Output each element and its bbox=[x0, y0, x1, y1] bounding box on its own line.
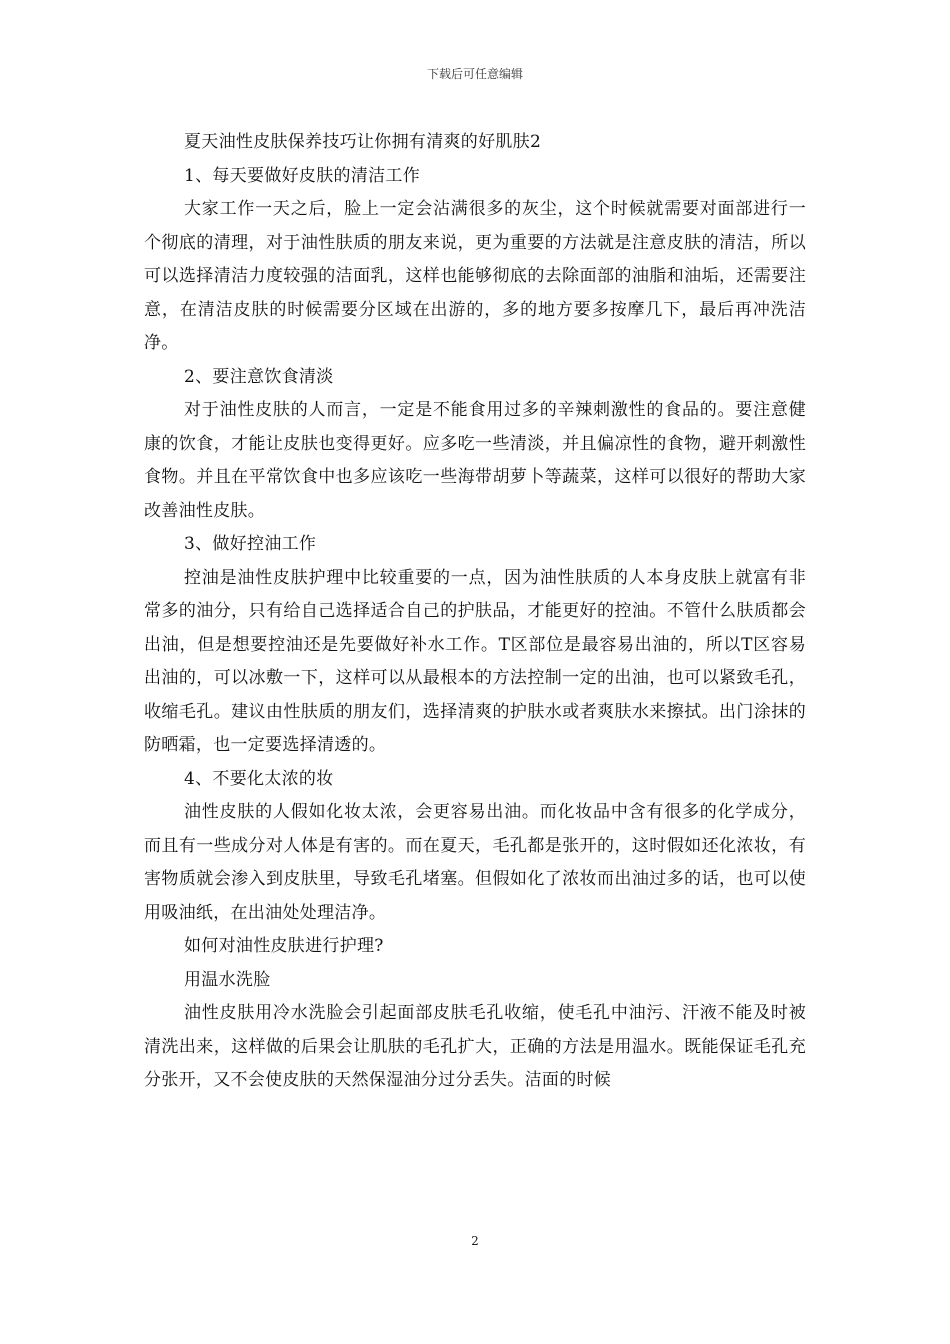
page-header-note: 下载后可任意编辑 bbox=[426, 67, 523, 81]
section-heading-2: 2、要注意饮食清淡 bbox=[184, 366, 334, 387]
section-heading-3: 3、做好控油工作 bbox=[184, 534, 317, 554]
page-number: 2 bbox=[471, 1234, 479, 1248]
body-paragraph-1: 大家工作一天之后，脸上一定会沾满很多的灰尘，这个时候就需要对面部进行一个彻底的清理，对于油性肤质的朋友来说，更为重要的方法就是注意皮肤的清洁，所以可以选择清洁力度较强的洁面乳，这样也能够彻底的去除面部的油脂和油垢，还需要注意，在清洁皮肤的时候需要分区域在出游的，多的地方要多按摩几下，最后再冲洗洁净。 bbox=[144, 199, 806, 353]
body-paragraph-2: 对于油性皮肤的人而言，一定是不能食用过多的辛辣刺激性的食品的。要注意健康的饮食，才能让皮肤也变得更好。应多吃一些清淡，并且偏凉性的食物，避开刺激性食物。并且在平常饮食中也多应该吃一些海带胡萝卜等蔬菜，这样可以很好的帮助大家改善油性皮肤。 bbox=[144, 400, 806, 521]
section-heading-4: 4、不要化太浓的妆 bbox=[184, 768, 334, 789]
document-body bbox=[144, 126, 806, 1098]
body-paragraph-3: 控油是油性皮肤护理中比较重要的一点，因为油性肤质的人本身皮肤上就富有非常多的油分，只有给自己选择适合自己的护肤品，才能更好的控油。不管什么肤质都会出油，但是想要控油还是先要做好补水工作。T区部位是最容易出油的，所以T区容易出油的，可以冰敷一下，这样可以从最根本的方法控制一定的出油，也可以紧致毛孔，收缩毛孔。建议由性肤质的朋友们，选择清爽的护肤水或者爽肤水来擦拭。出门涂抹的防晒霜，也一定要选择清透的。 bbox=[144, 567, 806, 755]
section-heading-1: 1、每天要做好皮肤的清洁工作 bbox=[184, 165, 421, 186]
body-paragraph-5: 油性皮肤用冷水洗脸会引起面部皮肤毛孔收缩，使毛孔中油污、汗液不能及时被清洗出来，这样做的后果会让肌肤的毛孔扩大，正确的方法是用温水。既能保证毛孔充分张开，又不会使皮肤的天然保湿油分过分丢失。洁面的时候 bbox=[144, 1003, 806, 1090]
body-paragraph-4: 油性皮肤的人假如化妆太浓，会更容易出油。而化妆品中含有很多的化学成分，而且有一些成分对人体是有害的。而在夏天，毛孔都是张开的，这时假如还化浓妆，有害物质就会渗入到皮肤里，导致毛孔堵塞。但假如化了浓妆而出油过多的话，也可以使用吸油纸，在出油处处理洁净。 bbox=[144, 802, 806, 923]
document-title: 夏天油性皮肤保养技巧让你拥有清爽的好肌肤2 bbox=[184, 132, 542, 152]
question-heading: 如何对油性皮肤进行护理? bbox=[184, 936, 384, 956]
subheading-warm-water: 用温水洗脸 bbox=[184, 969, 271, 990]
